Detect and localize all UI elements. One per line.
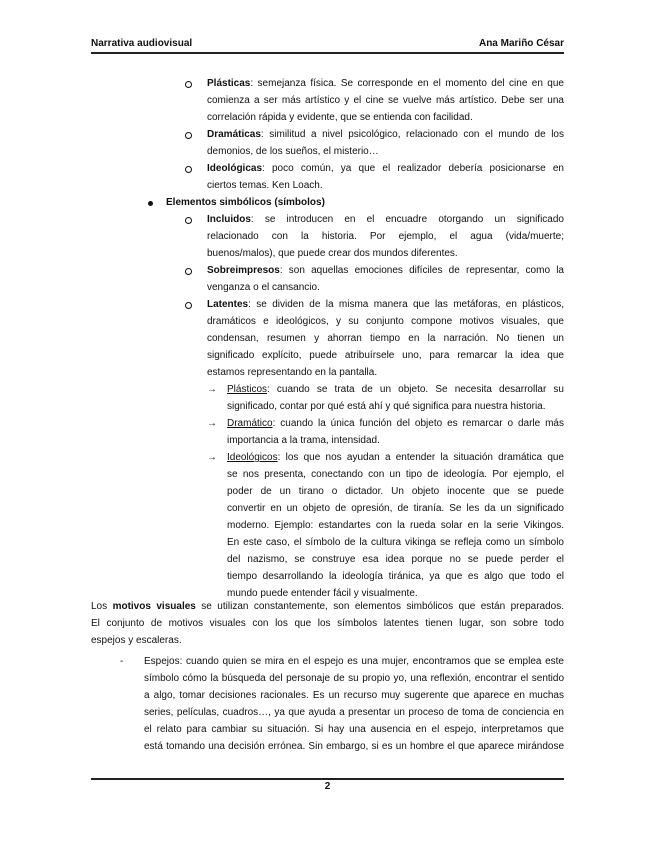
subitem-dramatico: Dramático: cuando la única función del objeto es remarcar o darle más	[227, 418, 564, 429]
text-line: importancia a la trama, intensidad.	[227, 435, 380, 446]
text-line: relacionado con la historia. Por ejemplo, el agua (vida/muerte;	[207, 231, 564, 242]
term-plasticos: Plásticos	[227, 384, 268, 395]
term-sobreimpresos: Sobreimpresos	[207, 265, 280, 276]
term-ideologicos: Ideológicos	[227, 452, 278, 463]
item-latentes: Latentes: se dividen de la misma manera que las metáforas, en plásticos,	[207, 299, 564, 310]
text-line: está tomando una decisión errónea. Sin embargo, si es un hombre el que aparece mirándose	[144, 741, 564, 752]
text-line: símbolo cómo la búsqueda del personaje de su propio yo, una reflexión, encontrar el sentido	[144, 673, 564, 684]
text-line: correlación rápida y evidente, que se entienda con facilidad.	[207, 112, 473, 123]
arrow-right-icon: →	[207, 384, 217, 395]
term-incluidos: Incluidos	[207, 214, 251, 225]
page-header	[91, 38, 564, 52]
text-line: moderno. Ejemplo: estandartes con la rueda solar en la serie Vikingos.	[227, 520, 564, 531]
item-sobreimpresos: Sobreimpresos: son aquellas emociones difíciles de representar, como la	[207, 265, 564, 276]
text-line: a algo, tomar decisiones racionales. Es un recurso muy sugerente que aparece en muchas	[144, 690, 564, 701]
term-latentes: Latentes	[207, 299, 249, 310]
footer-rule	[91, 778, 564, 780]
item-ideologicas: Ideológicas: poco común, ya que el realizador debería posicionarse en	[207, 163, 564, 174]
text-line: se nos presenta, conectando con un tipo de ideología. Por ejemplo, el	[227, 469, 564, 480]
text-line: ciertos temas. Ken Loach.	[207, 180, 323, 191]
circle-bullet-icon	[185, 302, 192, 309]
arrow-right-icon: →	[207, 452, 217, 463]
text-line: del nazismo, se construye esa idea porque no se puede perder el	[227, 554, 564, 565]
text-line: significado, contar por qué está ahí y qué significa para nuestra historia.	[227, 401, 546, 412]
header-author: Ana Mariño César	[478, 38, 564, 49]
item-incluidos: Incluidos: se introducen en el encuadre otorgando un significado	[207, 214, 564, 225]
circle-bullet-icon	[185, 217, 192, 224]
text-line: convertir en un objeto de opresión, de tiranía. Se les da un significado	[227, 503, 564, 514]
section-heading-simbolicos: Elementos simbólicos (símbolos)	[166, 197, 325, 208]
text-line: condensan, resumen y ahorran tiempo en la narración. No tienen un	[207, 333, 564, 344]
circle-bullet-icon	[185, 166, 192, 173]
text-line: espejos y escaleras.	[91, 635, 182, 646]
bullet-dot-icon	[148, 201, 153, 206]
term-dramaticas: Dramáticas	[207, 129, 261, 140]
text-line: comienza a ser más artístico y el cine se vuelve más artístico. Debe ser una	[207, 95, 564, 106]
text-line: estamos representando en la pantalla.	[207, 367, 378, 378]
arrow-right-icon: →	[207, 418, 217, 429]
subitem-ideologicos: Ideológicos: los que nos ayudan a entender la situación dramática que	[227, 452, 564, 463]
dash-bullet: -	[120, 656, 124, 667]
text-line: poder de un tirano o dictador. Un objeto inocente que se puede	[227, 486, 564, 497]
circle-bullet-icon	[185, 268, 192, 275]
item-dramaticas: Dramáticas: similitud a nivel psicológico, relacionado con el mundo de los	[207, 129, 564, 140]
header-rule	[91, 52, 564, 54]
text-line: dramáticos e ideológicos, y su conjunto compone motivos visuales, que	[207, 316, 564, 327]
text-line: En este caso, el símbolo de la cultura vikinga se refleja como un símbolo	[227, 537, 564, 548]
term-motivos-visuales: motivos visuales	[112, 601, 196, 612]
text-line: mundo puede entender fácil y visualmente.	[227, 588, 418, 599]
text-line: tiempo desarrollando la ideología tiránica, ya que es algo que todo el	[227, 571, 564, 582]
item-espejos: Espejos: cuando quien se mira en el espejo es una mujer, encontramos que se emplea este	[144, 656, 564, 667]
term-plasticas: Plásticas	[207, 78, 251, 89]
circle-bullet-icon	[185, 132, 192, 139]
text-line: el relato para cambiar su situación. Si hay una ausencia en el espejo, interpretamos que	[144, 724, 564, 735]
item-plasticas: Plásticas: semejanza física. Se corresponde en el momento del cine en que	[207, 78, 564, 89]
paragraph-motivos: Los motivos visuales se utilizan constantemente, son elementos simbólicos que están preparados.	[91, 601, 564, 612]
text-line: buenos/malos), que puede crear dos mundos diferentes.	[207, 248, 458, 259]
text-line: series, películas, cuadros…, ya que ayuda a presentar un proceso de toma de conciencia en	[144, 707, 564, 718]
text-line: demonios, de los sueños, el misterio…	[207, 146, 379, 157]
subitem-plasticos: Plásticos: cuando se trata de un objeto. Se necesita desarrollar su	[227, 384, 564, 395]
text-line: venganza o el cansancio.	[207, 282, 320, 293]
circle-bullet-icon	[185, 81, 192, 88]
term-dramatico: Dramático	[227, 418, 273, 429]
text-line: significado explícito, puede atribuírsele uno, para remarcar la idea que	[207, 350, 564, 361]
page-number: 2	[324, 781, 331, 792]
term-ideologicas: Ideológicas	[207, 163, 263, 174]
header-course-title: Narrativa audiovisual	[91, 38, 193, 49]
text-line: El conjunto de motivos visuales con los que los símbolos latentes tienen lugar, son sobre todo	[91, 618, 564, 629]
